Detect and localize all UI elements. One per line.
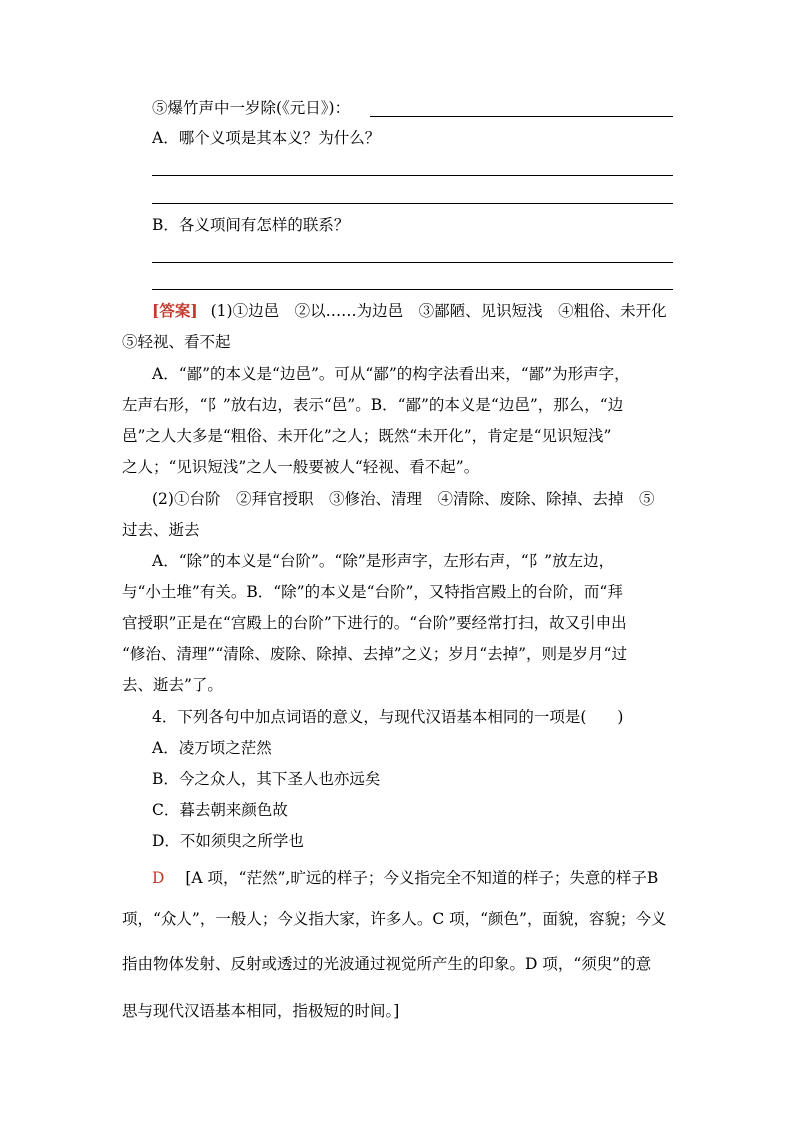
answer-line xyxy=(152,868,658,888)
answer-paragraph-line: 去、逝去”了。 xyxy=(122,676,223,694)
answer-blank-line xyxy=(152,262,673,263)
answer-paragraph-line: A．“鄙”的本义是“边邑”。可从“鄙”的构字法看出来，“鄙”为形声字， xyxy=(152,365,630,383)
explanation-line: 项，“众人”，一般人；今义指大家，许多人。C 项，“颜色”，面貌，容貌；今义 xyxy=(122,910,667,928)
answer-text: (1)①边邑 ②以……为边邑 ③鄙陋、见识短浅 ④粗俗、未开化 xyxy=(210,302,667,320)
option-c: C．暮去朝来颜色故 xyxy=(152,801,288,819)
answer-blank-line xyxy=(152,175,673,176)
answer-paragraph-line: “修治、清理”“清除、废除、除掉、去掉”之义；岁月“去掉”，则是岁月“过 xyxy=(122,645,627,663)
answer-paragraph-line: 邑”之人大多是“粗俗、未开化”之人；既然“未开化”，肯定是“见识短浅” xyxy=(122,427,612,445)
answer-paragraph-line: 左声右形，“阝”放右边，表示“邑”。B．“鄙”的本义是“边邑”，那么，“边 xyxy=(122,396,624,414)
sub-question-a: A．哪个义项是其本义？为什么？ xyxy=(152,129,381,147)
answer-paragraph-line: 与“小土堆”有关。B．“除”的本义是“台阶”，又特指宫殿上的台阶，而“拜 xyxy=(122,583,623,601)
option-a: A．凌万顷之茫然 xyxy=(152,739,272,757)
answer-paragraph-line: A．“除”的本义是“台阶”。“除”是形声字，左形右声，“阝”放左边， xyxy=(152,552,615,570)
option-d: D．不如须臾之所学也 xyxy=(152,832,304,850)
explanation-line: 思与现代汉语基本相同，指极短的时间。] xyxy=(122,1002,400,1020)
answer-paragraph-line: 官授职”正是在“宫殿上的台阶”下进行的。“台阶”要经常打扫，故又引申出 xyxy=(122,614,627,632)
answer-line: (2)①台阶 ②拜官授职 ③修治、清理 ④清除、废除、除掉、去掉 ⑤ xyxy=(152,490,655,508)
option-b: B．今之众人，其下圣人也亦远矣 xyxy=(152,770,381,788)
answer-paragraph-line: 之人；“见识短浅”之人一般要被人“轻视、看不起”。 xyxy=(122,458,480,476)
answer-line: 过去、逝去 xyxy=(122,521,200,539)
explanation-text: [A 项，“茫然”,旷远的样子；今义指完全不知道的样子；失意的样子B xyxy=(185,869,659,887)
answer-line: ⑤轻视、看不起 xyxy=(122,333,231,351)
answer-blank-line xyxy=(370,116,673,117)
answer-tag: [答案] xyxy=(152,301,198,320)
question-4: 4．下列各句中加点词语的意义，与现代汉语基本相同的一项是( ) xyxy=(152,708,624,726)
answer-letter: D xyxy=(152,869,165,887)
question-5-prompt: ⑤爆竹声中一岁除(《元日》)： xyxy=(152,99,351,117)
explanation-line: 指由物体发射、反射或透过的光波通过视觉所产生的印象。D 项，“须臾”的意 xyxy=(122,955,652,973)
answer-blank-line xyxy=(152,289,673,290)
answer-blank-line xyxy=(152,203,673,204)
sub-question-b: B．各义项间有怎样的联系？ xyxy=(152,216,350,234)
answer-line xyxy=(152,301,667,321)
